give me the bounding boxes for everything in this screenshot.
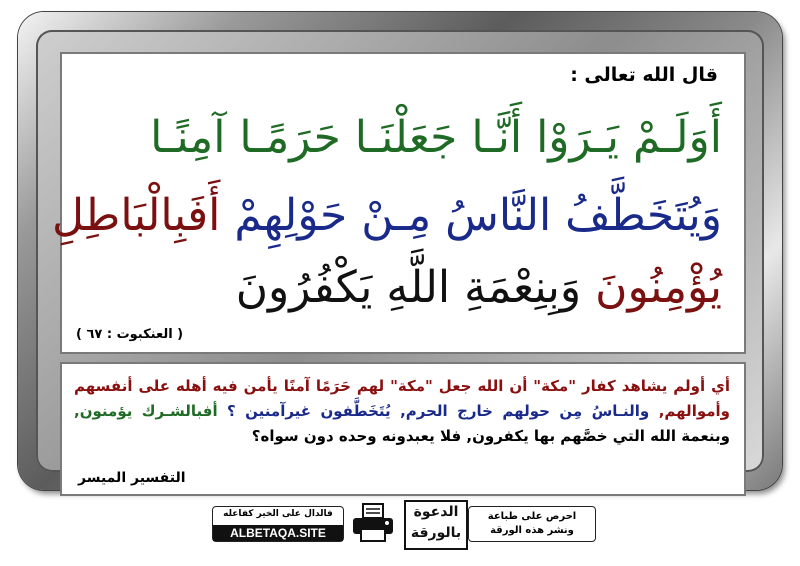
footer-proverb: فالدال على الخير كفاعله xyxy=(223,509,333,519)
verse-line-1: أَوَلَـمْ يَـرَوْا أَنَّـا جَعَلْنَـا حَرَمًـا آمِنًـا xyxy=(150,112,722,163)
dawa-logo xyxy=(404,500,468,550)
verse-reference: ( العنكبوت : ٦٧ ) xyxy=(76,327,184,342)
footer xyxy=(0,496,800,566)
tafsir-part-4: وبنعمة الله التي خصَّهم بها يكفرون, فلا يعبدونه وحده دون سواه؟ xyxy=(251,427,730,445)
tafsir-part-1: أي أولم يشاهد كفار "مكة" أن الله جعل "مكة" لهم حَرَمًا آمنًا يأمن فيه أهله على أنفسهم وأموالهم, xyxy=(74,377,730,420)
logo-line-2: بالورقة xyxy=(410,525,462,541)
verse-line-3-black: وَبِنِعْمَةِ اللَّهِ يَكْفُرُونَ xyxy=(235,262,582,313)
footer-site-box xyxy=(212,506,344,542)
verse-line-2-maroon: أَفَبِالْبَاطِلِ xyxy=(51,190,221,241)
printer-icon xyxy=(350,502,396,544)
tafsir-text xyxy=(74,374,730,449)
verse-line-2-blue: وَيُتَخَطَّفُ النَّاسُ مِـنْ حَوْلِهِمْ xyxy=(220,190,722,241)
verse-panel xyxy=(51,52,746,354)
tafsir-source: التفسير الميسر xyxy=(78,470,186,486)
footer-print-note xyxy=(468,506,596,542)
tafsir-panel xyxy=(60,362,746,496)
footer-print-line-2: ونشر هذه الورقة xyxy=(490,525,574,536)
footer-site-link[interactable]: ALBETAQA.SITE xyxy=(213,525,343,541)
verse-line-3 xyxy=(235,262,722,313)
verse-line-2 xyxy=(51,190,722,241)
logo-line-1: الدعوة xyxy=(413,504,459,520)
footer-print-line-1: احرص على طباعة xyxy=(487,511,577,522)
verse-intro: قال الله تعالى : xyxy=(570,64,718,86)
verse-line-3-maroon: يُؤْمِنُونَ xyxy=(581,262,722,313)
tafsir-part-3: أفبالشـرك يؤمنون, xyxy=(74,402,218,420)
tafsir-part-2: والنـاسُ مِن حولهم خارج الحرم, يُتَخَطَّفون غيرآمنين ؟ xyxy=(217,402,650,420)
